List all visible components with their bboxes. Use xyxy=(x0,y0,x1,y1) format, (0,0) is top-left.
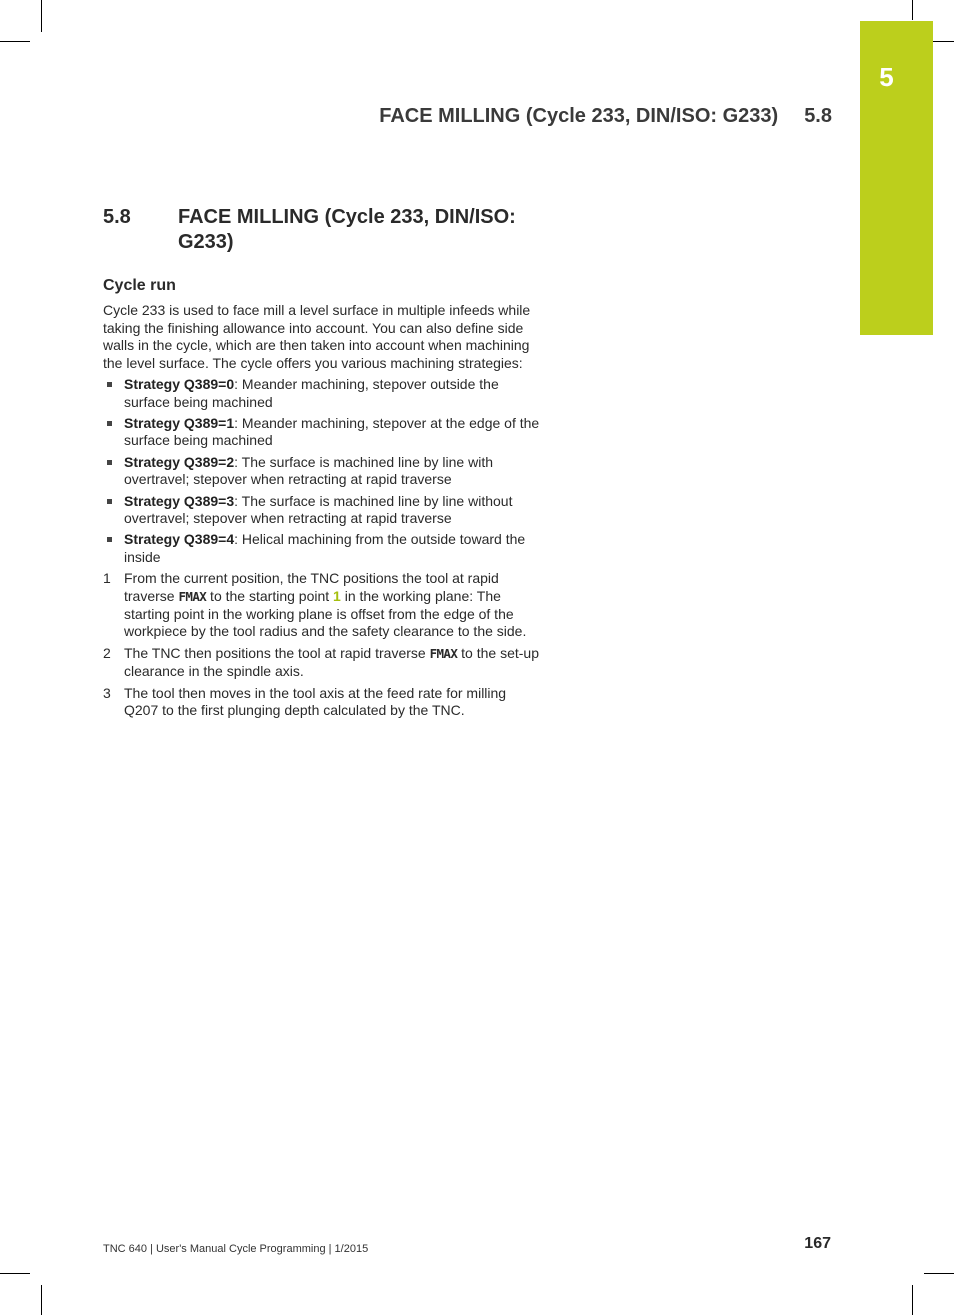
section-number: 5.8 xyxy=(103,206,131,228)
footer-text: TNC 640 | User's Manual Cycle Programming | 1/2015 xyxy=(103,1243,369,1255)
crop-mark xyxy=(924,1273,954,1274)
subheading: Cycle run xyxy=(103,277,176,294)
code-fmax: FMAX xyxy=(178,589,207,605)
crop-mark xyxy=(0,41,30,42)
section-title: FACE MILLING (Cycle 233, DIN/ISO: G233) xyxy=(178,206,516,253)
running-head xyxy=(379,102,832,130)
crop-mark xyxy=(912,0,913,20)
step-text: in the working plane: The starting point in the working plane is offset from the edge of the workpiece by the tool radius and the safety clearance to the side. xyxy=(124,588,527,640)
page-number: 167 xyxy=(804,1235,831,1252)
list-item xyxy=(103,454,543,489)
section-heading xyxy=(103,205,553,255)
bullet-icon xyxy=(107,382,112,387)
step-text: to the starting point xyxy=(206,588,334,605)
body-text xyxy=(103,302,543,724)
strategy-text: : Meander machining, stepover at the edge of the surface being machined xyxy=(124,414,540,449)
strategy-label: Strategy Q389=3 xyxy=(124,492,235,509)
list-item xyxy=(103,376,543,411)
list-item xyxy=(103,685,543,720)
crop-mark xyxy=(912,1285,913,1315)
strategy-text: : Helical machining from the outside toward the inside xyxy=(124,531,526,566)
list-item xyxy=(103,493,543,528)
step-text: to the set-up clearance in the spindle axis. xyxy=(124,645,539,679)
step-number: 2 xyxy=(103,645,111,662)
intro-paragraph: Cycle 233 is used to face mill a level surface in multiple infeeds while taking the finishing allowance into account. You can also define side walls in the cycle, which are then taken into account when machining the level surface. The cycle offers you various machining strategies: xyxy=(103,302,531,372)
list-item xyxy=(103,415,543,450)
chapter-number: 5 xyxy=(879,62,894,92)
strategy-text: : Meander machining, stepover outside the surface being machined xyxy=(124,375,499,410)
point-marker: 1 xyxy=(333,588,341,605)
strategy-label: Strategy Q389=0 xyxy=(124,375,235,392)
crop-mark xyxy=(41,0,42,32)
step-text: The TNC then positions the tool at rapid traverse xyxy=(124,645,430,662)
strategy-label: Strategy Q389=1 xyxy=(124,414,235,431)
step-number: 3 xyxy=(103,684,111,701)
running-head-number: 5.8 xyxy=(804,105,832,127)
crop-mark xyxy=(0,1273,30,1274)
code-fmax: FMAX xyxy=(429,646,458,662)
bullet-icon xyxy=(107,499,112,504)
list-item xyxy=(103,570,543,641)
list-item xyxy=(103,645,543,680)
chapter-tab xyxy=(860,21,933,335)
strategy-text: : The surface is machined line by line without overtravel; stepover when retracting at rapid traverse xyxy=(124,492,513,527)
step-list xyxy=(103,570,543,720)
strategy-list xyxy=(103,376,543,567)
crop-mark xyxy=(41,1285,42,1315)
list-item xyxy=(103,531,543,566)
step-text: From the current position, the TNC positions the tool at rapid traverse xyxy=(124,570,499,605)
bullet-icon xyxy=(107,537,112,542)
strategy-text: : The surface is machined line by line with overtravel; stepover when retracting at rapid traverse xyxy=(124,453,493,488)
step-text: The tool then moves in the tool axis at the feed rate for milling Q207 to the first plunging depth calculated by the TNC. xyxy=(124,684,507,719)
bullet-icon xyxy=(107,460,112,465)
strategy-label: Strategy Q389=4 xyxy=(124,531,235,548)
strategy-label: Strategy Q389=2 xyxy=(124,453,235,470)
running-head-title: FACE MILLING (Cycle 233, DIN/ISO: G233) xyxy=(379,105,779,127)
step-number: 1 xyxy=(103,570,111,587)
bullet-icon xyxy=(107,421,112,426)
